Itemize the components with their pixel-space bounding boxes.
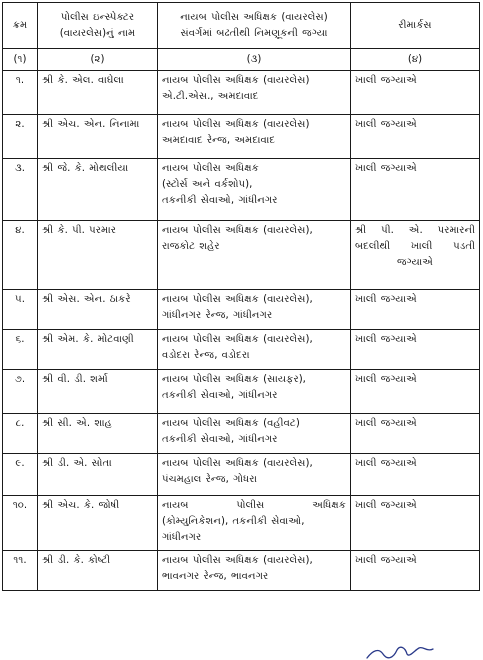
- serial-cell: ૭.: [3, 370, 38, 414]
- officer-name-cell: શ્રી વી. ડી. શર્મા: [38, 370, 158, 414]
- posting-line: તકનીકી સેવાઓ, ગાંધીનગર: [162, 195, 278, 206]
- posting-line: નાયબ પોલીસ અધિક્ષક (વાયરલેસ),: [162, 555, 313, 566]
- posting-line: નાયબ પોલીસ અધિક્ષક (સાયફર),: [162, 374, 306, 385]
- table-row: [3, 159, 480, 221]
- remarks-line: ખાલી જગ્યાએ: [355, 418, 417, 429]
- serial-cell: ૯.: [3, 454, 38, 496]
- signature-mark: [363, 644, 443, 660]
- table-row: [3, 496, 480, 551]
- officer-name-cell: શ્રી જે. કે. મોથલીયા: [38, 159, 158, 221]
- remarks-cell: [351, 290, 480, 330]
- posting-line: અમદાવાદ રેન્જ, અમદાવાદ: [162, 135, 276, 146]
- header-name: પોલીસ ઇન્સ્પેક્ટર (વાયરલેસ)નું નામ: [38, 3, 158, 49]
- header-row: [3, 3, 480, 49]
- remarks-cell: [351, 115, 480, 159]
- remarks-line: ખાલી જગ્યાએ: [355, 75, 417, 86]
- officer-name-cell: શ્રી એચ. કે. જોષી: [38, 496, 158, 551]
- remarks-line: શ્રી પી. એ. પરમારની: [355, 225, 475, 236]
- posting-line: નાયબ પોલીસ અધિક્ષક (વાયરલેસ): [162, 119, 310, 130]
- remarks-cell: [351, 370, 480, 414]
- posting-line: ગાંધીનગર રેન્જ, ગાંધીનગર: [162, 310, 273, 321]
- column-number-2: (૨): [38, 49, 158, 71]
- table-row: [3, 290, 480, 330]
- posting-line: નાયબ પોલીસ અધિક્ષક (વાયરલેસ),: [162, 458, 313, 469]
- posting-line: (કોમ્યુનિકેશન), તકનીકી સેવાઓ,: [162, 516, 305, 527]
- officer-name-cell: શ્રી સી. એ. શાહ: [38, 414, 158, 454]
- table-row: [3, 71, 480, 115]
- serial-cell: ૩.: [3, 159, 38, 221]
- posting-line: નાયબ પોલીસ અધિક્ષક (વાયરલેસ),: [162, 225, 313, 236]
- posting-line: નાયબ પોલીસ અધિક્ષક: [162, 500, 346, 511]
- table-row: [3, 551, 480, 591]
- posting-line: નાયબ પોલીસ અધિક્ષક (વાયરલેસ),: [162, 334, 313, 345]
- posting-cell: [158, 414, 351, 454]
- remarks-line: ખાલી જગ્યાએ: [355, 163, 417, 174]
- posting-cell: [158, 496, 351, 551]
- officer-name-cell: શ્રી કે. પી. પરમાર: [38, 221, 158, 290]
- table-row: [3, 370, 480, 414]
- table-row: [3, 454, 480, 496]
- serial-cell: ૧૧.: [3, 551, 38, 591]
- table-row: [3, 221, 480, 290]
- serial-cell: ૧૦.: [3, 496, 38, 551]
- posting-cell: [158, 71, 351, 115]
- posting-line: ભાવનગર રેન્જ, ભાવનગર: [162, 571, 269, 582]
- posting-cell: [158, 370, 351, 414]
- table-row: [3, 330, 480, 370]
- table-body: [3, 71, 480, 591]
- remarks-cell: [351, 71, 480, 115]
- posting-cell: [158, 454, 351, 496]
- remarks-cell: [351, 414, 480, 454]
- officer-name-cell: શ્રી એમ. કે. મોટવાણી: [38, 330, 158, 370]
- posting-cell: [158, 330, 351, 370]
- posting-line: પંચમહાલ રેન્જ, ગોધરા: [162, 474, 257, 485]
- posting-line: તકનીકી સેવાઓ, ગાંધીનગર: [162, 434, 278, 445]
- posting-line: તકનીકી સેવાઓ, ગાંધીનગર: [162, 390, 278, 401]
- remarks-line: બદલીથી ખાલી પડતી: [355, 241, 475, 252]
- remarks-cell: [351, 551, 480, 591]
- posting-cell: [158, 159, 351, 221]
- remarks-line: ખાલી જગ્યાએ: [355, 334, 417, 345]
- remarks-line: ખાલી જગ્યાએ: [355, 458, 417, 469]
- remarks-cell: [351, 221, 480, 290]
- posting-table: [2, 2, 480, 591]
- serial-cell: ૧.: [3, 71, 38, 115]
- remarks-cell: [351, 159, 480, 221]
- officer-name-cell: શ્રી ડી. એ. સોતા: [38, 454, 158, 496]
- serial-cell: ૫.: [3, 290, 38, 330]
- remarks-line: ખાલી જગ્યાએ: [355, 500, 417, 511]
- remarks-line: ખાલી જગ્યાએ: [355, 119, 417, 130]
- table-row: [3, 414, 480, 454]
- officer-name-cell: શ્રી એચ. એન. નિનામા: [38, 115, 158, 159]
- posting-line: નાયબ પોલીસ અધિક્ષક (વાયરલેસ),: [162, 294, 313, 305]
- posting-line: નાયબ પોલીસ અધિક્ષક: [162, 163, 259, 174]
- serial-cell: ૮.: [3, 414, 38, 454]
- posting-line: વડોદરા રેન્જ, વડોદરા: [162, 350, 250, 361]
- column-number-4: (૪): [351, 49, 480, 71]
- column-number-1: (૧): [3, 49, 38, 71]
- posting-line: રાજકોટ શહેર: [162, 241, 220, 252]
- remarks-line: ખાલી જગ્યાએ: [355, 294, 417, 305]
- remarks-line: જગ્યાએ: [396, 257, 434, 268]
- posting-line: નાયબ પોલીસ અધિક્ષક (વાયરલેસ): [162, 75, 310, 86]
- column-number-row: [3, 49, 480, 71]
- posting-line: (સ્ટોર્સ અને વર્કશોપ),: [162, 179, 253, 190]
- header-sr: ક્રમ: [3, 3, 38, 49]
- serial-cell: ૬.: [3, 330, 38, 370]
- column-number-3: (૩): [158, 49, 351, 71]
- remarks-line: ખાલી જગ્યાએ: [355, 555, 417, 566]
- header-post: નાયબ પોલીસ અધિક્ષક (વાયરલેસ) સંવર્ગમાં બઢતીથી નિમણૂકની જગ્યા: [158, 3, 351, 49]
- posting-cell: [158, 221, 351, 290]
- serial-cell: ૪.: [3, 221, 38, 290]
- officer-name-cell: શ્રી ડી. કે. કોષ્ટી: [38, 551, 158, 591]
- header-remarks: રીમાર્કસ: [351, 3, 480, 49]
- remarks-cell: [351, 330, 480, 370]
- remarks-cell: [351, 496, 480, 551]
- serial-cell: ૨.: [3, 115, 38, 159]
- posting-cell: [158, 290, 351, 330]
- posting-cell: [158, 115, 351, 159]
- officer-name-cell: શ્રી કે. એલ. વાઘેલા: [38, 71, 158, 115]
- posting-line: ગાંધીનગર: [162, 532, 202, 543]
- remarks-line: ખાલી જગ્યાએ: [355, 374, 417, 385]
- posting-line: એ.ટી.એસ., અમદાવાદ: [162, 91, 259, 102]
- officer-name-cell: શ્રી એસ. એન. ઠાકરે: [38, 290, 158, 330]
- posting-cell: [158, 551, 351, 591]
- posting-line: નાયબ પોલીસ અધિક્ષક (વહીવટ): [162, 418, 300, 429]
- table-row: [3, 115, 480, 159]
- remarks-cell: [351, 454, 480, 496]
